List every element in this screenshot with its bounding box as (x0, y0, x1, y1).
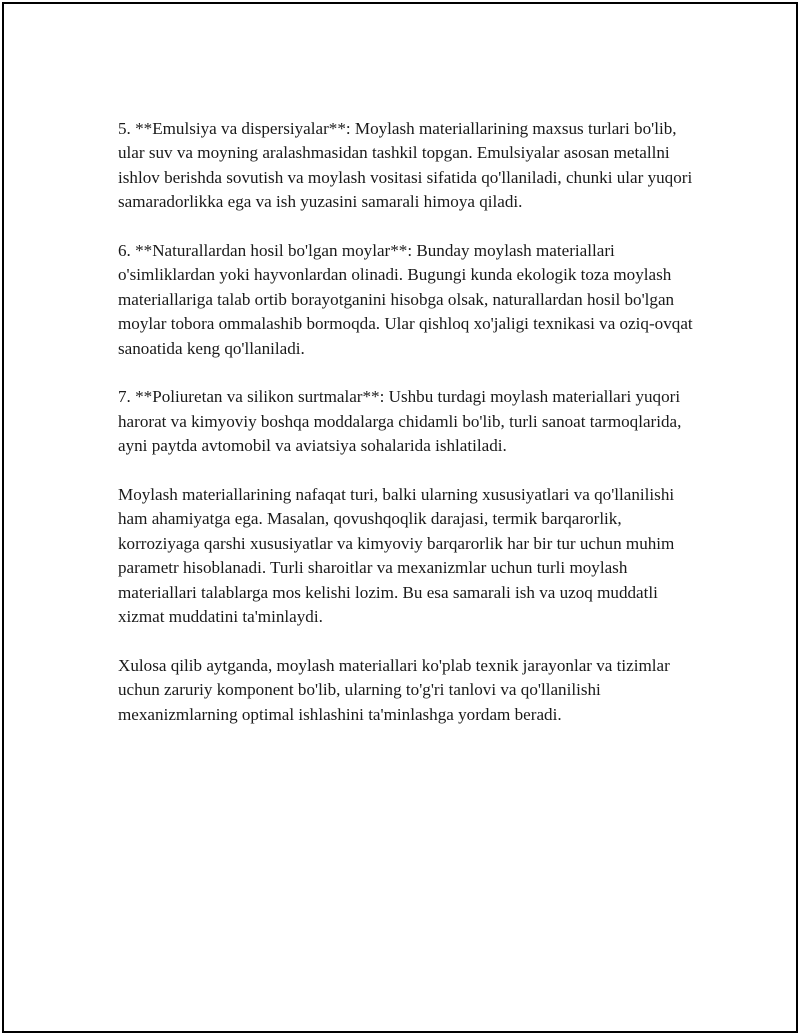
paragraph-natural-oils: 6. **Naturallardan hosil bo'lgan moylar**: Bunday moylash materiallari o'simliklardan yoki hayvonlardan olinadi. Bugungi kunda ekologik toza moylash materiallariga talab ortib borayotganini hisobga olsak, naturallardan hosil bo'lgan moylar tobora ommalashib bormoqda. Ular qishloq xo'jaligi texnikasi va oziq-ovqat sanoatida keng qo'llaniladi. (118, 241, 693, 358)
paragraph-polyurethane-silicone: 7. **Poliuretan va silikon surtmalar**: Ushbu turdagi moylash materiallari yuqori harorat va kimyoviy boshqa moddalarga chidamli bo'lib, turli sanoat tarmoqlarida, ayni paytda avtomobil va aviatsiya sohalarida ishlatiladi. (118, 387, 682, 456)
paragraph-emulsions: 5. **Emulsiya va dispersiyalar**: Moylash materiallarining maxsus turlari bo'lib, ular suv va moyning aralashmasidan tashkil topgan. Emulsiyalar asosan metallni ishlov berishda sovutish va moylash vositasi sifatida qo'llaniladi, chunki ular yuqori samaradorlikka ega va ish yuzasini samarali himoya qiladi. (118, 119, 693, 212)
paragraph-properties: Moylash materiallarining nafaqat turi, balki ularning xususiyatlari va qo'llanilishi ham ahamiyatga ega. Masalan, qovushqoqlik darajasi, termik barqarorlik, korroziyaga qarshi xususiyatlar va kimyoviy barqarorlik har bir tur uchun muhim parametr hisoblanadi. Turli sharoitlar va mexanizmlar uchun turli moylash materiallari talablarga mos kelishi lozim. Bu esa samarali ish va uzoq muddatli xizmat muddatini ta'minlaydi. (118, 485, 675, 627)
paragraph-conclusion: Xulosa qilib aytganda, moylash materiallari ko'plab texnik jarayonlar va tizimlar uchun zaruriy komponent bo'lib, ularning to'g'ri tanlovi va qo'llanilishi mexanizmlarning optimal ishlashini ta'minlashga yordam beradi. (118, 655, 670, 724)
document-body (118, 117, 698, 751)
